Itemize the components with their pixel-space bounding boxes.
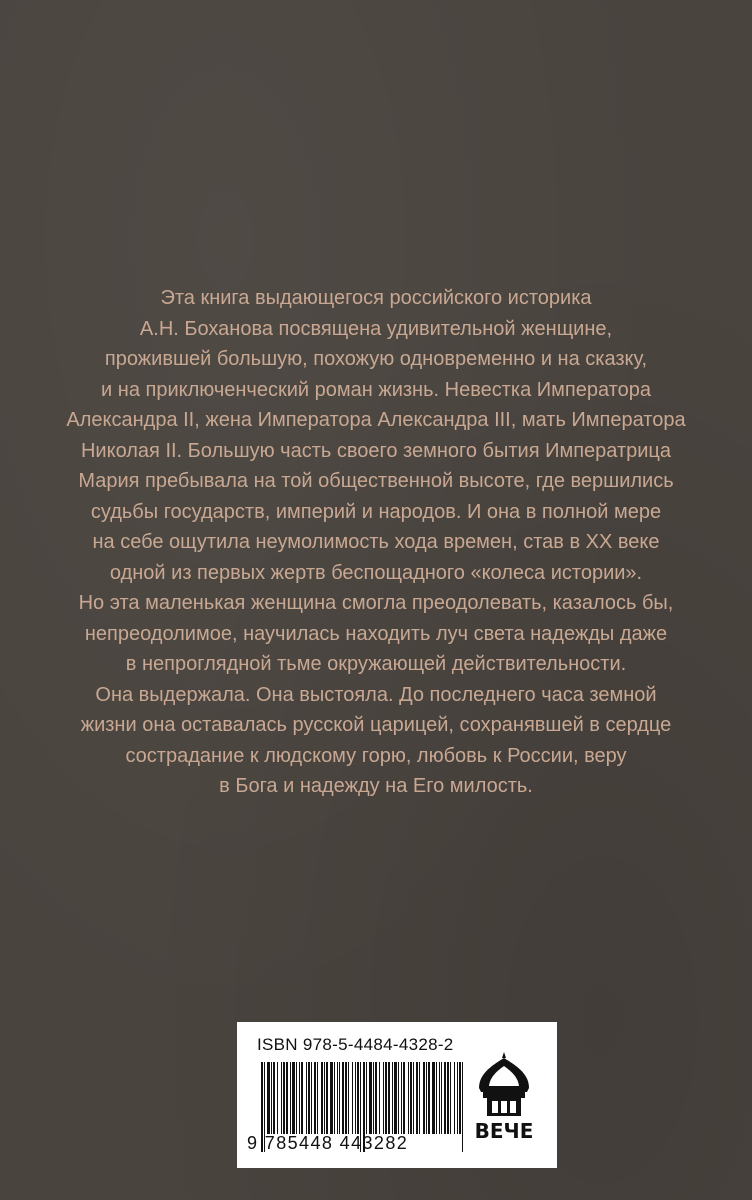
barcode-bar [428, 1062, 430, 1134]
barcode-bar [444, 1062, 446, 1134]
barcode-bar [306, 1062, 307, 1134]
blurb-line: А.Н. Боханова посвящена удивительной женщине, [139, 317, 613, 340]
barcode-bar [385, 1062, 387, 1134]
blurb-line: и на приключенческий роман жизнь. Невестка Императора [101, 378, 651, 401]
barcode-bar [355, 1062, 356, 1134]
barcode-bar [410, 1062, 412, 1134]
barcode-bar [342, 1062, 344, 1134]
barcode-bar [286, 1062, 288, 1134]
barcode-bar [459, 1062, 461, 1134]
barcode-bar [383, 1062, 384, 1134]
barcode-bar [337, 1062, 338, 1134]
barcode-bar [321, 1062, 323, 1134]
barcode-bar [423, 1062, 425, 1134]
publisher-name: ВЕЧЕ [474, 1119, 534, 1143]
barcode-bar [311, 1062, 312, 1134]
barcode-bar [439, 1062, 440, 1134]
barcode-bar [447, 1062, 449, 1134]
blurb-line: Николая II. Большую часть своего земного бытия Императрица [80, 439, 672, 462]
blurb-line: в непроглядной тьме окружающей действительности. [125, 653, 627, 675]
barcode-bar [339, 1062, 340, 1134]
barcode-bar [366, 1062, 367, 1134]
barcode-bar [273, 1062, 275, 1134]
barcode-bar [369, 1062, 372, 1134]
barcode-bar [357, 1062, 359, 1134]
isbn-panel [237, 1022, 557, 1168]
barcode-digits: 9 785448 443282 [247, 1133, 409, 1153]
blurb-line: судьбы государств, империй и народов. И она в полной мере [90, 500, 662, 523]
barcode-bar [292, 1062, 295, 1134]
barcode-bar [301, 1062, 303, 1134]
barcode-bar [419, 1062, 420, 1134]
barcode-bar [436, 1062, 437, 1134]
barcode-bar [296, 1062, 297, 1134]
barcode-bar [277, 1062, 278, 1134]
barcode-bar [317, 1062, 318, 1134]
barcode-bar [401, 1062, 402, 1134]
blurb-line: в Бога и надежду на Его милость. [219, 775, 533, 797]
publisher-logo [469, 1048, 539, 1148]
barcode-bar [290, 1062, 291, 1134]
barcode-bar [314, 1062, 316, 1134]
barcode-bar [379, 1062, 380, 1134]
blurb-line: Но эта маленькая женщина смогла преодолевать, казалось бы, [78, 592, 674, 614]
blurb-line: на себе ощутила неумолимость хода времен, став в XX веке [92, 531, 660, 553]
barcode-bar [299, 1062, 300, 1134]
barcode-bar [267, 1062, 270, 1134]
barcode-bar [457, 1062, 458, 1134]
isbn-number: ISBN 978-5-4484-4328-2 [257, 1035, 454, 1054]
barcode-bar [375, 1062, 377, 1134]
barcode-bar [283, 1062, 285, 1134]
barcode-bar [308, 1062, 310, 1134]
barcode-bar [426, 1062, 427, 1134]
blurb-line: Мария пребывала на той общественной высоте, где вершились [78, 470, 674, 492]
barcode-bar [373, 1062, 374, 1134]
barcode-bar [441, 1062, 442, 1134]
barcode-bar [398, 1062, 399, 1134]
barcode-bar [345, 1062, 347, 1134]
church-dome-icon [479, 1052, 529, 1116]
barcode-bar [348, 1062, 349, 1134]
blurb-line: Эта книга выдающегося российского историка [160, 287, 592, 309]
barcode-bar [392, 1062, 393, 1134]
barcode-bar [403, 1062, 405, 1134]
barcode-bar [394, 1062, 397, 1134]
barcode-bar [281, 1062, 282, 1134]
barcode-bar [408, 1062, 409, 1134]
blurb-line: непреодолимое, научилась находить луч света надежды даже [84, 622, 668, 645]
barcode-bar [416, 1062, 418, 1134]
barcode-bar [432, 1062, 435, 1134]
blurb-line: жизни она оставалась русской царицей, сохранявшей в сердце [80, 714, 672, 736]
barcode-bar [271, 1062, 272, 1134]
barcode-bar [330, 1062, 333, 1134]
blurb-line: Александра II, жена Императора Александра III, мать Императора [66, 409, 686, 431]
barcode-bar [324, 1062, 325, 1134]
barcode-bar [413, 1062, 414, 1134]
blurb-line: Она выдержала. Она выстояла. До последнего часа земной [95, 683, 657, 706]
barcode-bar [326, 1062, 328, 1134]
barcode-bar [334, 1062, 335, 1134]
blurb-text [60, 283, 692, 802]
barcode-bar [352, 1062, 353, 1134]
barcode-bar [450, 1062, 451, 1134]
barcode-bar [388, 1062, 390, 1134]
blurb-line: прожившей большую, похожую одновременно и на сказку, [104, 348, 648, 370]
blurb-line: сострадание к людскому горю, любовь к России, веру [125, 744, 627, 767]
barcode-bar [454, 1062, 455, 1134]
blurb-line: одной из первых жертв беспощадного «колеса истории». [109, 561, 643, 584]
